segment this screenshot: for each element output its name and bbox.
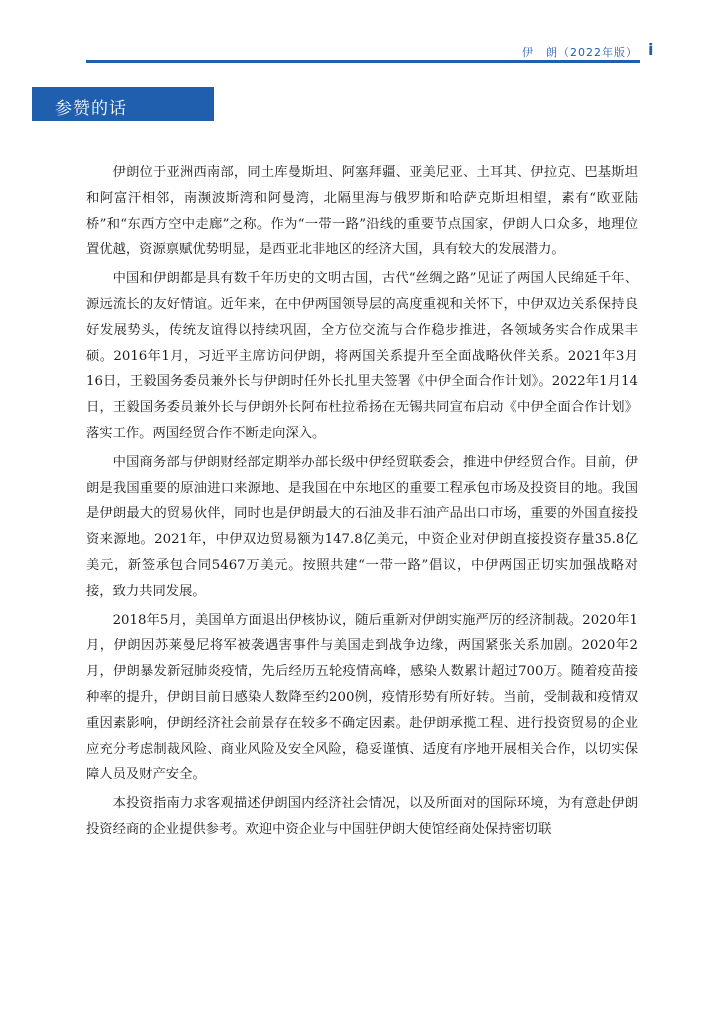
paragraph-2: 中国和伊朗都是具有数千年历史的文明古国，古代“丝绸之路”见证了两国人民绵延千年、源远流长的友好情谊。近年来，在中伊两国领导层的高度重视和关怀下，中伊双边关系保持良好发展势头，传统友谊得以持续巩固，全方位交流与合作稳步推进，各领域务实合作成果丰硕。2016年1月，习近平主席访问伊朗，将两国关系提升至全面战略伙伴关系。2021年3月16日，王毅国务委员兼外长与伊朗时任外长扎里夫签署《中伊全面合作计划》。2022年1月14日，王毅国务委员兼外长与伊朗外长阿布杜拉希扬在无锡共同宣布启动《中伊全面合作计划》落实工作。两国经贸合作不断走向深入。 — [86, 271, 638, 441]
header-title: 伊 朗（2022年版） — [522, 46, 638, 59]
section-title: 参赞的话 — [55, 99, 127, 119]
header-rule — [86, 60, 640, 63]
paragraph-5: 本投资指南力求客观描述伊朗国内经济社会情况，以及所面对的国际环境，为有意赴伊朗投资经商的企业提供参考。欢迎中资企业与中国驻伊朗大使馆经商处保持密切联 — [86, 796, 638, 837]
body-text — [86, 160, 638, 846]
paragraph-4: 2018年5月，美国单方面退出伊核协议，随后重新对伊朗实施严厉的经济制裁。2020年1月，伊朗因苏莱曼尼将军被袭遇害事件与美国走到战争边缘，两国紧张关系加剧。2020年2月，伊朗暴发新冠肺炎疫情，先后经历五轮疫情高峰，感染人数累计超过700万。随着疫苗接种率的提升，伊朗目前日感染人数降至约200例，疫情形势有所好转。当前，受制裁和疫情双重因素影响，伊朗经济社会前景存在较多不确定因素。赴伊朗承揽工程、进行投资贸易的企业应充分考虑制裁风险、商业风险及安全风险，稳妥谨慎、适度有序地开展相关合作，以切实保障人员及财产安全。 — [86, 612, 638, 783]
paragraph-3: 中国商务部与伊朗财经部定期举办部长级中伊经贸联委会，推进中伊经贸合作。目前，伊朗是我国重要的原油进口来源地、是我国在中东地区的重要工程承包市场及投资目的地。我国是伊朗最大的贸易伙伴，同时也是伊朗最大的石油及非石油产品出口市场，重要的外国直接投资来源地。2021年，中伊双边贸易额为147.8亿美元，中资企业对伊朗直接投资存量35.8亿美元，新签承包合同5467万美元。按照共建“一带一路”倡议，中伊两国正切实加强战略对接，致力共同发展。 — [86, 454, 638, 599]
paragraph-1: 伊朗位于亚洲西南部，同土库曼斯坦、阿塞拜疆、亚美尼亚、土耳其、伊拉克、巴基斯坦和阿富汗相邻，南濒波斯湾和阿曼湾，北隔里海与俄罗斯和哈萨克斯坦相望，素有“欧亚陆桥”和“东西方空中走廊”之称。作为“一带一路”沿线的重要节点国家，伊朗人口众多，地理位置优越，资源禀赋优势明显，是西亚北非地区的经济大国，具有较大的发展潜力。 — [86, 165, 638, 258]
page-number: i — [648, 40, 654, 59]
